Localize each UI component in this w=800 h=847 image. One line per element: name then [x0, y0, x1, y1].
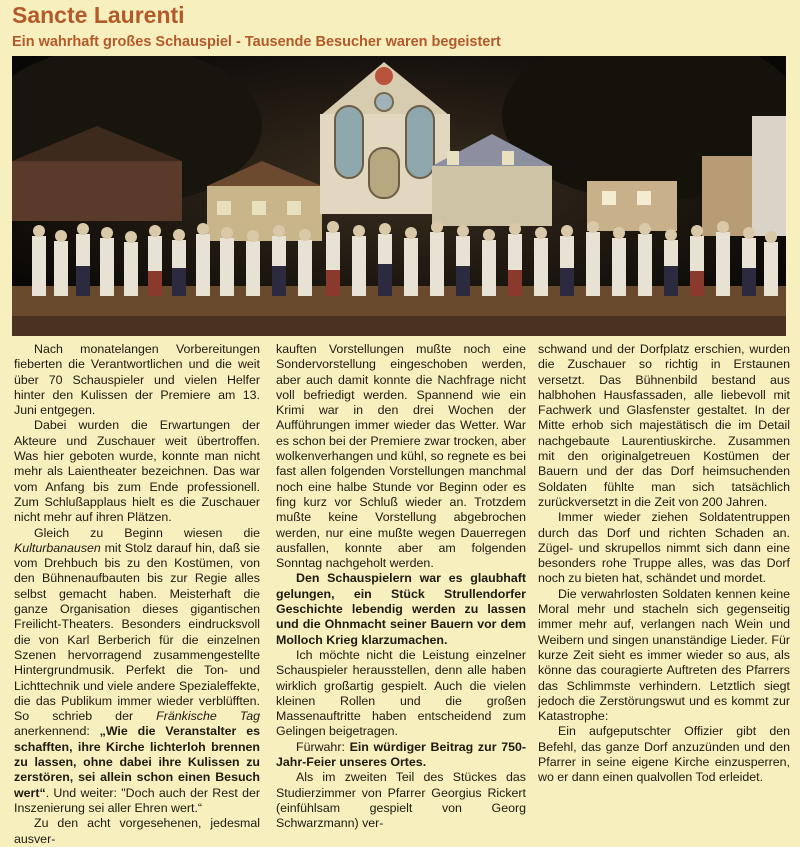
- bold-paragraph: Den Schauspielern war es glaubhaft gelungen, ein Stück Strullendorfer Geschichte lebendig werden zu lassen und die Ohnmacht seiner Bauern vor dem Molloch Krieg klarzumachen.: [276, 571, 526, 647]
- stage-photo: [12, 56, 786, 336]
- paragraph: Die verwahrlosten Soldaten kennen keine Moral mehr und stacheln sich gegenseitig immer mehr auf, verlangen nach Wein und Weibern und singen unanständige Lieder. Für kurze Zeit sieht es immer wieder so aus, als könne das couragierte Auftreten des Pfarrers das Schlimmste verhindern. Letztlich siegt jedoch die Zerstörungswut und es kommt zur Katastrophe:: [538, 586, 790, 724]
- text-column-3: [538, 342, 790, 786]
- text-column-2: [276, 342, 526, 832]
- paragraph: kauften Vorstellungen mußte noch eine Sondervorstellung eingeschoben werden, aber auch damit konnte die Nachfrage nicht voll befriedigt werden. Spannend wie ein Krimi war in den drei Wochen der Aufführungen immer wieder das Wetter. War es schon bei der Premiere zwar trocken, aber wolkenverhangen und kühl, so regnete es bei fast allen folgenden Vorstellungen manchmal noch eine halbe Stunde vor Beginn oder es fing kurz vor Schluß wieder an. Trotzdem mußte keine Vorstellung abgebrochen werden, nur eine mußte wegen Dauerregen ausfallen, konnte aber am folgenden Sonntag nachgeholt werden.: [276, 342, 526, 571]
- article-subtitle: Ein wahrhaft großes Schauspiel - Tausende Besucher waren begeistert: [12, 34, 501, 50]
- paragraph: Gleich zu Beginn wiesen die Kulturbanausen mit Stolz darauf hin, daß sie vom Drehbuch bis zu den Kostümen, von den Bühnenaufbauten bis zur Regie alles selbst gemacht haben. Meisterhaft die ganze Organisation dieses gigantischen Freilicht-Theaters. Besonders eindrucksvoll die von Karl Berberich für die einzelnen Szenen hervorragend zusammengestellte Hintergrundmusik. Perfekt die Ton- und Lichttechnik und viele andere Spezialeffekte, die das Publikum immer wieder verblüfften. So schrieb der Fränkische Tag anerkennend: „Wie die Veranstalter es schafften, ihre Kirche lichterloh brennen zu lassen, ohne dabei ihre Kulissen zu zerstören, sei allein schon einen Besuch wert“. Und weiter: "Doch auch der Rest der Inszenierung sei aller Ehren wert.“: [14, 525, 260, 815]
- paragraph: Zu den acht vorgesehenen, jedesmal ausver-: [14, 816, 260, 846]
- paragraph: Fürwahr: Ein würdiger Beitrag zur 750-Jahr-Feier unseres Ortes.: [276, 739, 526, 770]
- text-column-1: [14, 342, 260, 847]
- paragraph: Dabei wurden die Erwartungen der Akteure und Zuschauer weit übertroffen. Was hier geboten wurde, konnte man nicht mehr als Laientheater bezeichnen. Das war vom Anfang bis zum Ende professionell. Zum Schlußapplaus hielt es die Zuschauer nicht mehr auf ihren Plätzen.: [14, 418, 260, 525]
- paragraph: Nach monatelangen Vorbereitungen fieberten die Verantwortlichen und die weit über 70 Schauspieler und vielen Helfer hinter den Kulissen der Premiere am 13. Juni entgegen.: [14, 342, 260, 418]
- paragraph: Immer wieder ziehen Soldatentruppen durch das Dorf und richten Schaden an. Zügel- und skrupellos nimmt sich dann eine besonders rohe Truppe alles, was das Dorf noch zu bieten hat, schändet und mordet.: [538, 510, 790, 586]
- paragraph: Ich möchte nicht die Leistung einzelner Schauspieler herausstellen, denn alle haben wirklich großartig gespielt. Auch die vielen kleinen Rollen und die großen Massenauftritte haben entscheidend zum Gelingen beigetragen.: [276, 647, 526, 739]
- paragraph: Als im zweiten Teil des Stückes das Studierzimmer von Pfarrer Georgius Rickert (einfühlsam gespielt von Georg Schwarzmann) ver-: [276, 770, 526, 831]
- paragraph: Ein aufgeputschter Offizier gibt den Befehl, das ganze Dorf anzuzünden und den Pfarrer in seine eigene Kirche einzusperren, wo er dann einen qualvollen Tod erleidet.: [538, 724, 790, 785]
- paragraph: schwand und der Dorfplatz erschien, wurden die Zuschauer so richtig in Erstaunen versetzt. Das Bühnenbild bestand aus halbhohen Hausfassaden, alle liebevoll mit Fachwerk und Glasfenster gestaltet. In der Mitte erhob sich majestätisch die im Detail nachgebaute Laurentiuskirche. Zusammen mit den originalgetreuen Kostümen der Bauern und der das Dorf heimsuchenden Soldaten fühlte man sich tatsächlich zurückversetzt in die Zeit von 200 Jahren.: [538, 342, 790, 509]
- article-title: Sancte Laurenti: [12, 2, 185, 28]
